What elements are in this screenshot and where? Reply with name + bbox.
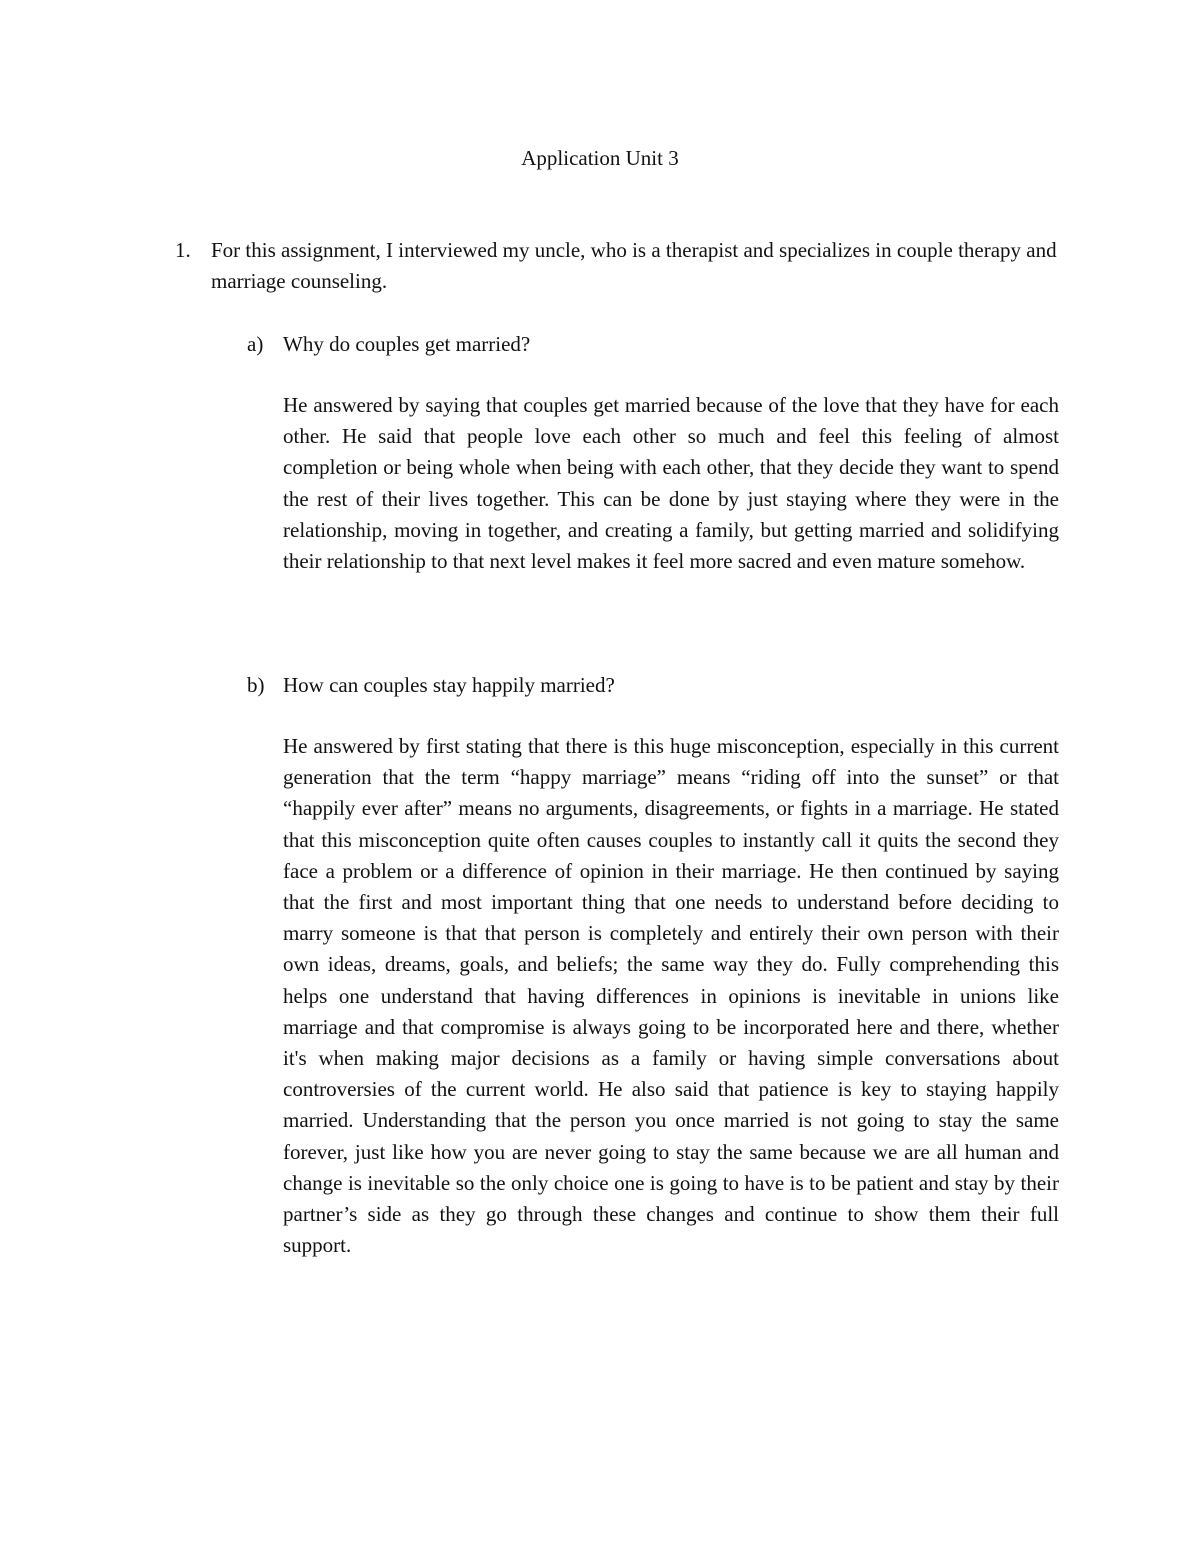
- question-a-label: a): [247, 332, 264, 356]
- page-title: Application Unit 3: [521, 146, 679, 170]
- answer-a-paragraph: He answered by saying that couples get married because of the love that they have for each other. He said that people love each other so much and feel this feeling of almost completion or being whole when being with each other, that they decide they want to spend the rest of their lives together. This can be done by just staying where they were in the relationship, moving in together, and creating a family, but getting married and solidifying their relationship to that next level makes it feel more sacred and even mature somehow.: [283, 393, 1059, 574]
- question-b-text: How can couples stay happily married?: [283, 673, 615, 697]
- list-item-text: For this assignment, I interviewed my uncle, who is a therapist and specializes in couple therapy and marriage counseling.: [211, 238, 1057, 293]
- list-item-number: 1.: [175, 238, 191, 262]
- question-b-label: b): [247, 673, 265, 697]
- question-a-text: Why do couples get married?: [283, 332, 531, 356]
- answer-b-paragraph: He answered by first stating that there is this huge misconception, especially in this current generation that the term “happy marriage” means “riding off into the sunset” or that “happily ever after” means no arguments, disagreements, or fights in a marriage. He stated that this misconception quite often causes couples to instantly call it quits the second they face a problem or a difference of opinion in their marriage. He then continued by saying that the first and most important thing that one needs to understand before deciding to marry someone is that that person is completely and entirely their own person with their own ideas, dreams, goals, and beliefs; the same way they do. Fully comprehending this helps one understand that having differences in opinions is inevitable in unions like marriage and that compromise is always going to be incorporated here and there, whether it's when making major decisions as a family or having simple conversations about controversies of the current world. He also said that patience is key to staying happily married. Understanding that the person you once married is not going to stay the same forever, just like how you are never going to stay the same because we are all human and change is inevitable so the only choice one is going to have is to be patient and stay by their partner’s side as they go through these changes and continue to show them their full support.: [283, 734, 1059, 1258]
